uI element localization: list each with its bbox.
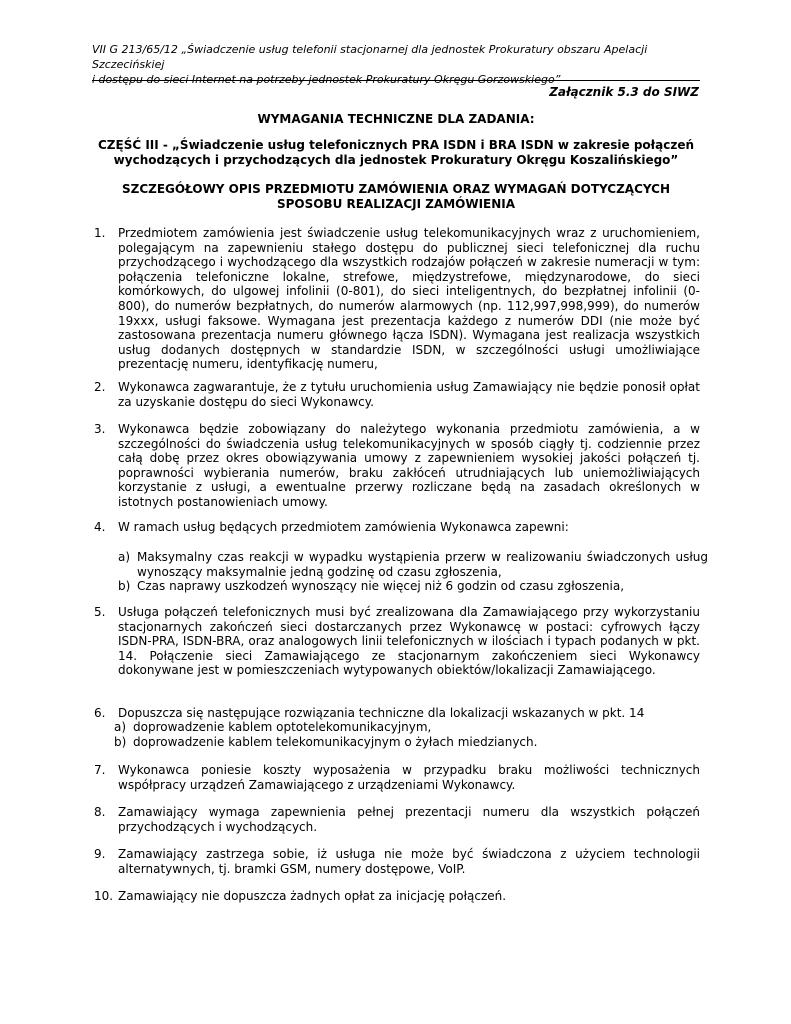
- header-line-1: VII G 213/65/12 „Świadczenie usług telefonii stacjonarnej dla jednostek Prokuratury obszaru Apelacji Szczecińskiej: [92, 43, 648, 71]
- header-divider: [92, 80, 700, 81]
- list-item-text: W ramach usług będących przedmiotem zamówienia Wykonawca zapewni:: [118, 520, 569, 534]
- sub-item-4a: [118, 550, 708, 579]
- list-item-1: [92, 226, 700, 372]
- sub-item-4b: [118, 579, 708, 594]
- list-item-text: Zamawiający zastrzega sobie, iż usługa nie może być świadczona z użyciem technologii alternatywnych, tj. bramki GSM, numery dostępowe, VoIP.: [118, 847, 700, 876]
- list-item-text: Wykonawca poniesie koszty wyposażenia w przypadku braku możliwości technicznych współpracy urządzeń Zamawiającego z urządzeniami Wykonawcy.: [118, 763, 700, 792]
- list-item-number: 8.: [94, 805, 106, 819]
- list-item-text: Dopuszcza się następujące rozwiązania techniczne dla lokalizacji wskazanych w pkt. 14: [118, 706, 645, 720]
- list-item-text: Wykonawca zagwarantuje, że z tytułu uruchomienia usług Zamawiający nie będzie ponosił opłat za uzyskanie dostępu do sieci Wykonawcy.: [118, 380, 700, 409]
- list-item-number: 3.: [94, 422, 106, 436]
- sub-item-6b: [114, 735, 704, 750]
- list-item-text: Usługa połączeń telefonicznych musi być zrealizowana dla Zamawiającego przy wykorzystaniu stacjonarnych zakończeń sieci dostarczanych przez Wykonawcę w postaci: cyfrowych łączy ISDN-PRA, ISDN-BRA, oraz analogowych linii telefonicznych w ilościach i typach podanych w pkt. 14. Połączenie sieci Zamawiającego ze stacjonarnym zakończeniem sieci Wykonawcy dokonywane jest w pomieszczeniach wytypowanych obiektów/lokalizacji Zamawiającego.: [118, 605, 700, 678]
- title-description: SZCZEGÓŁOWY OPIS PRZEDMIOTU ZAMÓWIENIA ORAZ WYMAGAŃ DOTYCZĄCYCH SPOSOBU REALIZACJI ZAMÓWIENIA: [121, 182, 670, 211]
- list-item-number: 7.: [94, 763, 106, 777]
- sub-item-text: doprowadzenie kablem telekomunikacyjnym o żyłach miedzianych.: [133, 735, 538, 749]
- list-item-7: [92, 763, 700, 792]
- list-item-number: 1.: [94, 226, 106, 240]
- sub-item-letter: b): [118, 579, 131, 593]
- annex-label: Załącznik 5.3 do SIWZ: [549, 85, 699, 99]
- list-item-number: 6.: [94, 706, 106, 720]
- sub-item-letter: a): [114, 720, 127, 734]
- list-item-text: Zamawiający wymaga zapewnienia pełnej prezentacji numeru dla wszystkich połączeń przychodzących i wychodzących.: [118, 805, 700, 834]
- list-item-10: [92, 889, 700, 904]
- sub-item-text: Maksymalny czas reakcji w wypadku wystąpienia przerw w realizowaniu świadczonych usług wynoszący maksymalnie jedną godzinę od czasu zgłoszenia,: [137, 550, 708, 579]
- list-item-4: [92, 520, 700, 535]
- list-item-2: [92, 380, 700, 409]
- list-item-number: 2.: [94, 380, 106, 394]
- list-item-text: Zamawiający nie dopuszcza żadnych opłat za inicjację połączeń.: [118, 889, 507, 903]
- list-item-number: 10.: [94, 889, 114, 903]
- list-item-number: 5.: [94, 605, 106, 619]
- sub-item-6a: [114, 720, 704, 735]
- list-item-number: 9.: [94, 847, 106, 861]
- sub-item-letter: b): [114, 735, 127, 749]
- list-item-8: [92, 805, 700, 834]
- list-item-text: Przedmiotem zamówienia jest świadczenie usług telekomunikacyjnych wraz z uruchomieniem, polegającym na zapewnieniu stałego dostępu do publicznej sieci telefonicznej dla ruchu przychodzącego i wychodzącego dla wszystkich rodzajów połączeń w zakresie numeracji w tym: połączenia telefoniczne lokalne, strefowe, międzystrefowe, międzynarodowe, do sieci komórkowych, do ulgowej infolinii (0-801), do sieci inteligentnych, do bezpłatnej infolinii (0-800), do numerów bezpłatnych, do numerów alarmowych (np. 112,997,998,999), do numerów 19xxx, usługi faksowe. Wymagana jest prezentacja każdego z numerów DDI (nie może być zastosowana prezentacja numeru głównego łącza ISDN). Wymagana jest realizacja wszystkich usług dodanych dostępnych w standardzie ISDN, w szczególności usługi umożliwiające prezentację numeru, identyfikację numeru,: [118, 226, 700, 372]
- list-item-6: [92, 706, 700, 721]
- list-item-9: [92, 847, 700, 876]
- sub-item-text: Czas naprawy uszkodzeń wynoszący nie więcej niż 6 godzin od czasu zgłoszenia,: [137, 579, 625, 593]
- sub-item-letter: a): [118, 550, 131, 564]
- title-requirements: WYMAGANIA TECHNICZNE DLA ZADANIA:: [257, 112, 535, 126]
- list-item-3: [92, 422, 700, 510]
- list-item-text: Wykonawca będzie zobowiązany do należytego wykonania przedmiotu zamówienia, a w szczególności do świadczenia usług telekomunikacyjnych w sposób ciągły tj. codziennie przez całą dobę przez okres obowiązywania umowy z zapewnieniem wysokiej jakości połączeń tj. poprawności wybierania numerów, braku zakłóceń utrudniających lub uniemożliwiających korzystanie z usługi, a ewentualne przerwy rozliczane będą na zasadach określonych w istotnych postanowieniach umowy.: [118, 422, 700, 509]
- header-line-2: i dostępu do sieci Internet na potrzeby jednostek Prokuratury Okręgu Gorzowskiego”: [92, 73, 561, 86]
- list-item-5: [92, 605, 700, 678]
- list-item-number: 4.: [94, 520, 106, 534]
- title-part: CZĘŚĆ III - „Świadczenie usług telefonicznych PRA ISDN i BRA ISDN w zakresie połączeń wychodzących i przychodzących dla jednostek Prokuratury Okręgu Koszalińskiego”: [97, 138, 695, 167]
- sub-item-text: doprowadzenie kablem optotelekomunikacyjnym,: [133, 720, 432, 734]
